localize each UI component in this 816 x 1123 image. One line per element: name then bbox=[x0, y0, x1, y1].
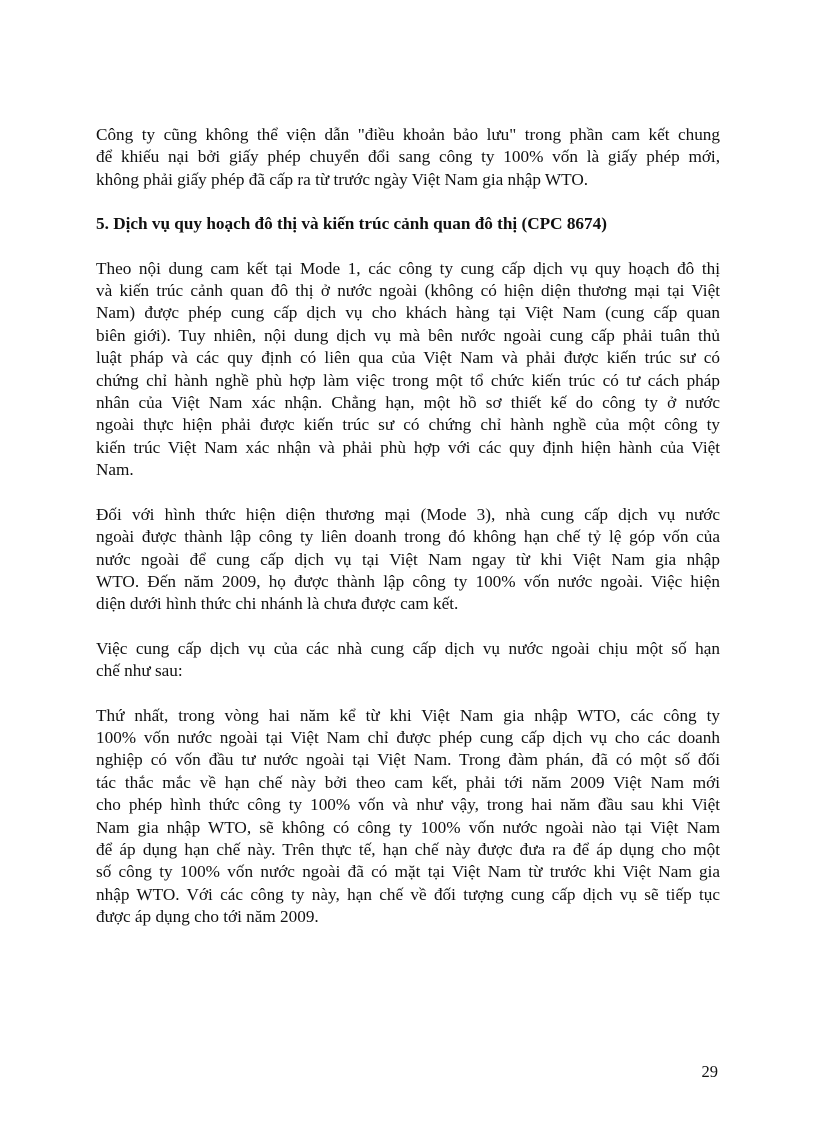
paragraph-mode-3 bbox=[96, 504, 720, 616]
text-line: diện dưới hình thức chi nhánh là chưa được cam kết. bbox=[96, 594, 459, 614]
text-line: Theo nội dung cam kết tại Mode 1, các công ty cung cấp dịch vụ quy hoạch đô thị bbox=[96, 258, 720, 278]
text-line: Đối với hình thức hiện diện thương mại (Mode 3), nhà cung cấp dịch vụ nước bbox=[96, 504, 720, 524]
text-line: chế như sau: bbox=[96, 661, 183, 681]
text-line: Việc cung cấp dịch vụ của các nhà cung cấp dịch vụ nước ngoài chịu một số hạn bbox=[96, 638, 720, 658]
page-number: 29 bbox=[701, 1062, 718, 1081]
text-line: nhập WTO. Với các công ty này, hạn chế về đối tượng cung cấp dịch vụ sẽ tiếp tục bbox=[96, 884, 720, 904]
text-line: cho phép hình thức công ty 100% vốn và như vậy, trong hai năm đầu sau khi Việt bbox=[96, 795, 720, 815]
text-line: nghiệp có vốn đầu tư nước ngoài tại Việt Nam. Trong đàm phán, đã có một số đối bbox=[96, 750, 720, 770]
text-line: Nam. bbox=[96, 460, 134, 480]
text-line: 100% vốn nước ngoài tại Việt Nam chỉ được phép cung cấp dịch vụ cho các doanh bbox=[96, 727, 720, 747]
text-line: được áp dụng cho tới năm 2009. bbox=[96, 907, 319, 927]
paragraph-reservation-clause bbox=[96, 124, 720, 191]
text-line: Nam) được phép cung cấp dịch vụ cho khách hàng tại Việt Nam (cung cấp quan bbox=[96, 303, 720, 323]
text-line: để khiếu nại bởi giấy phép chuyển đổi sang công ty 100% vốn là giấy phép mới, bbox=[96, 147, 720, 167]
text-line: Thứ nhất, trong vòng hai năm kể từ khi Việt Nam gia nhập WTO, các công ty bbox=[96, 705, 720, 725]
paragraph-restrictions-intro bbox=[96, 638, 720, 683]
text-line: để áp dụng hạn chế này. Trên thực tế, hạn chế này được đưa ra để áp dụng cho một bbox=[96, 839, 720, 859]
text-line: số công ty 100% vốn nước ngoài đã có mặt tại Việt Nam từ trước khi Việt Nam gia bbox=[96, 862, 720, 882]
text-line: WTO. Đến năm 2009, họ được thành lập công ty 100% vốn nước ngoài. Việc hiện bbox=[96, 571, 720, 591]
paragraph-mode-1 bbox=[96, 258, 720, 482]
text-line: luật pháp và các quy định có liên qua của Việt Nam và phải được kiến trúc sư có bbox=[96, 348, 720, 368]
text-line: tác thắc mắc về hạn chế này bởi theo cam kết, phải tới năm 2009 Việt Nam mới bbox=[96, 772, 720, 792]
text-line: nhân của Việt Nam xác nhận. Chẳng hạn, một hồ sơ thiết kế do công ty ở nước bbox=[96, 393, 720, 413]
text-line: và kiến trúc cảnh quan đô thị ở nước ngoài (không có hiện diện thương mại tại Việt bbox=[96, 281, 720, 301]
text-line: nước ngoài để cung cấp dịch vụ tại Việt Nam ngay từ khi Việt Nam gia nhập bbox=[96, 549, 720, 569]
text-line: Công ty cũng không thể viện dẫn "điều khoản bảo lưu" trong phần cam kết chung bbox=[96, 125, 720, 144]
text-line: biên giới). Tuy nhiên, nội dung dịch vụ mà bên nước ngoài cung cấp phải tuân thủ bbox=[96, 325, 720, 345]
text-line: kiến trúc Việt Nam xác nhận và phải phù hợp với các quy định hiện hành của Việt bbox=[96, 437, 720, 457]
text-line: không phải giấy phép đã cấp ra từ trước ngày Việt Nam gia nhập WTO. bbox=[96, 169, 589, 189]
text-line: ngoài được thành lập công ty liên doanh trong đó không hạn chế tỷ lệ góp vốn của bbox=[96, 527, 720, 547]
text-line: ngoài thực hiện phải được kiến trúc sư có chứng chỉ hành nghề của một công ty bbox=[96, 415, 720, 435]
paragraph-first-restriction bbox=[96, 705, 720, 929]
page-content bbox=[96, 124, 720, 951]
text-line: Nam gia nhập WTO, sẽ không có công ty 100% vốn nước ngoài nào tại Việt Nam bbox=[96, 817, 720, 837]
section-heading: 5. Dịch vụ quy hoạch đô thị và kiến trúc cảnh quan đô thị (CPC 8674) bbox=[96, 214, 607, 234]
text-line: chứng chỉ hành nghề phù hợp làm việc trong một tổ chức kiến trúc có tư cách pháp bbox=[96, 370, 720, 390]
